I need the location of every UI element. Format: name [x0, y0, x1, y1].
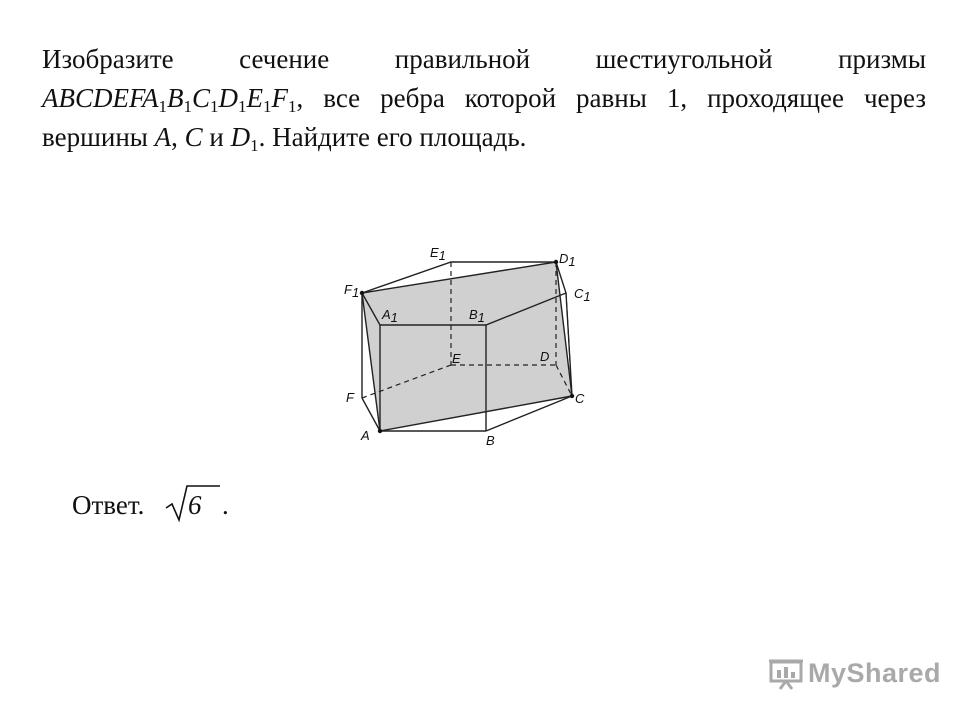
prism-diagram [330, 230, 610, 460]
problem-text: Изобразите сечение правильной шестиугольной призмы $ABCDEFA_1B_1C_1D_1E_1F_1$, все ребра которой равны 1, проходящее через вершины A, C и $D_1$. Найдите его площадь. [42, 44, 926, 155]
myshared-logo [766, 654, 942, 694]
vertex-a: A [154, 122, 172, 152]
presentation-icon [768, 656, 804, 690]
label-e: E [452, 351, 461, 366]
label-d: D [540, 349, 550, 364]
prism-name: $ABCDEFA_1B_1C_1D_1E_1F_1$ [42, 83, 297, 116]
logo-text: MyShared [808, 658, 942, 688]
label-e1: E1 [430, 245, 446, 263]
answer-period: . [222, 490, 229, 520]
label-b: B [486, 433, 495, 448]
label-d1: D1 [559, 251, 576, 269]
label-a1: A1 [382, 307, 398, 325]
label-c: C [575, 391, 585, 406]
vertex-d1: $D_1$ [230, 122, 259, 155]
problem-text-3: . Найдите его площадь. [258, 122, 527, 152]
vertex-c: C [184, 122, 203, 152]
label-c1: C1 [574, 286, 591, 304]
problem-text-1: Изобразите сечение правильной шестиугольной призмы [42, 44, 926, 74]
problem-text-2: , все ребра которой равны 1, проходящее через вершины [42, 83, 926, 152]
sqrt-radicand: 6 [188, 490, 202, 520]
prism-figure [330, 230, 610, 460]
label-f1: F1 [344, 282, 360, 300]
label-f: F [346, 390, 354, 405]
label-b1: B1 [469, 307, 485, 325]
label-a: A [361, 428, 370, 443]
answer-label: Ответ. [72, 490, 145, 520]
